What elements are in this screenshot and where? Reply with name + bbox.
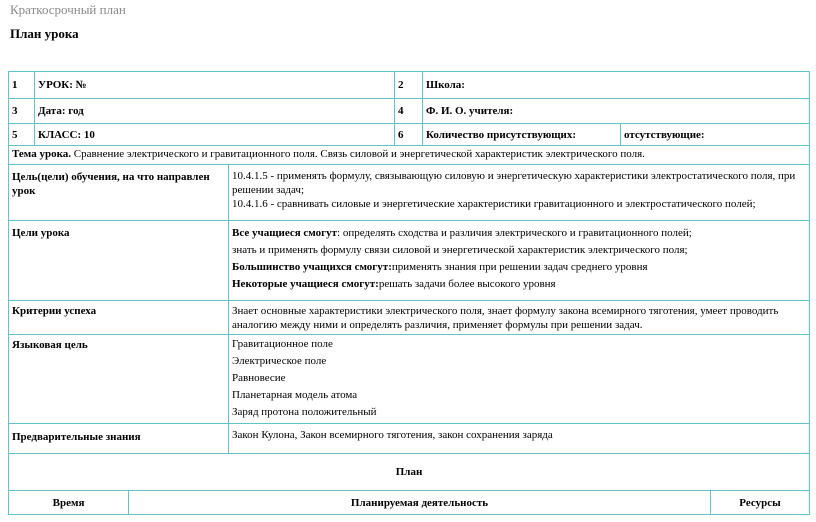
teacher-name-label: Ф. И. О. учителя:	[423, 99, 810, 124]
prior-knowledge-text: Закон Кулона, Закон всемирного тяготения, закон сохранения заряда	[229, 424, 810, 454]
language-term: Гравитационное поле	[232, 338, 333, 350]
column-header-time: Время	[9, 491, 129, 515]
topic-text: Сравнение электрического и гравитационного поля. Связь силовой и энергетической характеристик электрического поля.	[71, 148, 645, 160]
learning-goal-item: 10.4.1.6 - сравнивать силовые и энергетические характеристики гравитационного и электростатического полей;	[232, 198, 756, 210]
learning-goals-row	[9, 165, 810, 221]
goal-most-students: Большинство учащихся смогут:применять знания при решении задач среднего уровня	[232, 261, 648, 273]
plan-title: План	[9, 454, 810, 491]
language-term: Равновесие	[232, 372, 286, 384]
class-label: КЛАСС: 10	[35, 124, 395, 146]
row-number: 1	[9, 72, 35, 99]
lesson-goals-content	[229, 221, 810, 301]
learning-goal-item: 10.4.1.5 - применять формулу, связывающую силовую и энергетическую характеристики электростатического поля, при решении задач;	[232, 170, 796, 196]
lesson-goals-row	[9, 221, 810, 301]
learning-goals-content	[229, 165, 810, 221]
date-label: Дата: год	[35, 99, 395, 124]
row-number: 5	[9, 124, 35, 146]
goal-all-students: Все учащиеся смогут: определять сходства и различия электрического и гравитационного полей;	[232, 227, 692, 239]
goal-all-students-2: знать и применять формулу связи силовой и энергетической характеристик электрического поля;	[232, 244, 688, 256]
language-goal-content	[229, 335, 810, 424]
language-term: Планетарная модель атома	[232, 389, 358, 401]
row-number: 4	[395, 99, 423, 124]
info-row-2	[9, 99, 810, 124]
page-title: План урока	[10, 26, 79, 41]
row-number: 6	[395, 124, 423, 146]
plan-header-row	[9, 491, 810, 515]
row-number: 2	[395, 72, 423, 99]
lesson-goals-label: Цели урока	[9, 221, 229, 301]
prior-knowledge-row	[9, 424, 810, 454]
absent-count-label: отсутствующие:	[621, 124, 810, 146]
lesson-topic	[9, 146, 810, 165]
criteria-label: Критерии успеха	[9, 301, 229, 335]
criteria-text: Знает основные характеристики электрического поля, знает формулу закона всемирного тяготения, умеет проводить аналогию между ними и определять различия, применяет формулы при решении задач.	[229, 301, 810, 335]
lesson-plan-table	[8, 71, 810, 515]
prior-knowledge-label: Предварительные знания	[9, 424, 229, 454]
info-row-1	[9, 72, 810, 99]
topic-label: Тема урока.	[12, 148, 72, 160]
goal-some-students: Некоторые учащиеся смогут:решать задачи более высокого уровня	[232, 278, 556, 290]
topic-row	[9, 146, 810, 165]
language-goal-label: Языковая цель	[9, 335, 229, 424]
present-count-label: Количество присутствующих:	[423, 124, 621, 146]
column-header-activity: Планируемая деятельность	[129, 491, 711, 515]
plan-title-row	[9, 454, 810, 491]
learning-goals-label: Цель(цели) обучения, на что направлен урок	[9, 165, 229, 221]
language-term: Электрическое поле	[232, 355, 327, 367]
language-goal-row	[9, 335, 810, 424]
school-label: Школа:	[423, 72, 810, 99]
column-header-resources: Ресурсы	[711, 491, 810, 515]
info-row-3	[9, 124, 810, 146]
lesson-number-label: УРОК: №	[35, 72, 395, 99]
row-number: 3	[9, 99, 35, 124]
language-term: Заряд протона положительный	[232, 406, 377, 418]
page-header: Краткосрочный план	[10, 2, 126, 17]
criteria-row	[9, 301, 810, 335]
